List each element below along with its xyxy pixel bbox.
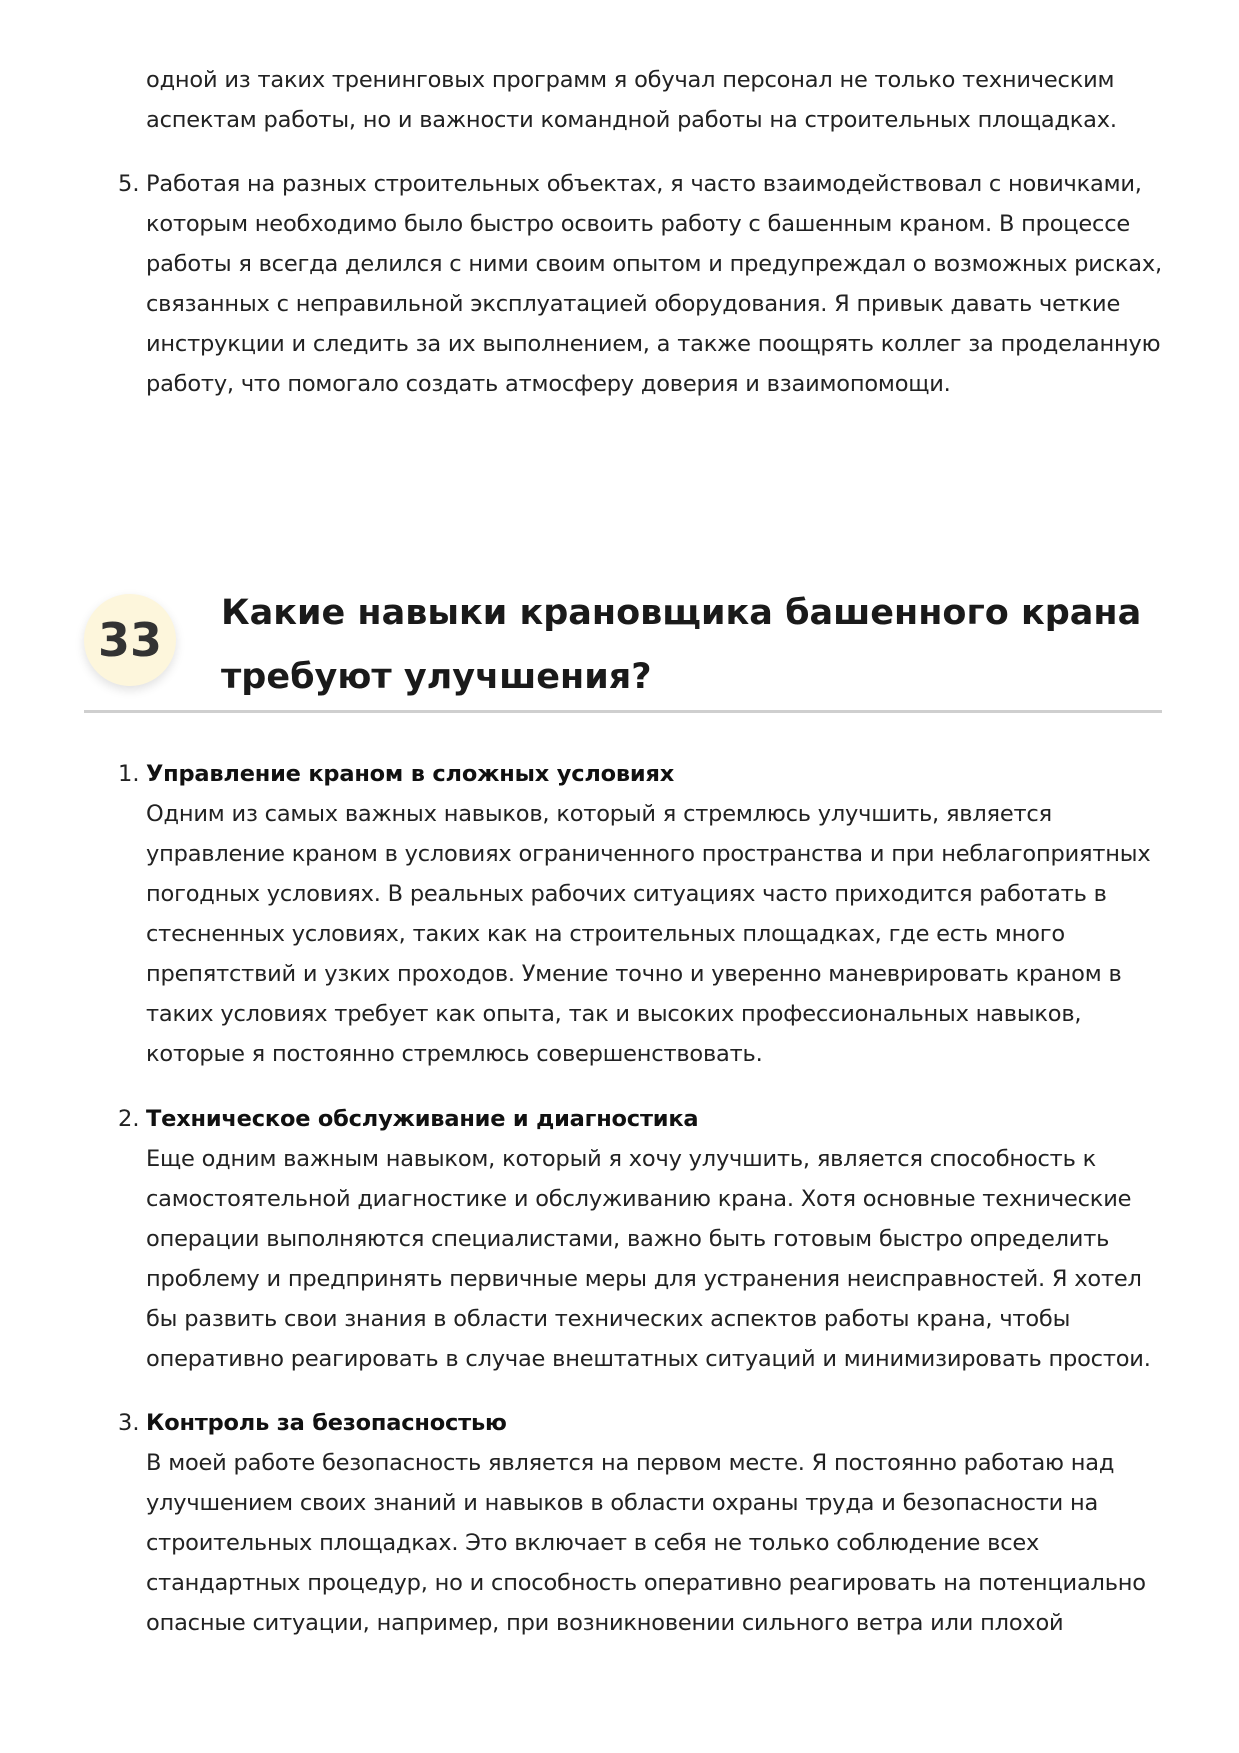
list-item-title: Управление краном в сложных условиях <box>146 761 675 787</box>
list-item-number: 5. <box>118 171 140 197</box>
list-item <box>146 1099 1176 1379</box>
continued-paragraph: одной из таких тренинговых программ я обучал персонал не только техническим аспектам работы, но и важности командной работы на строительных площадках. <box>146 67 1117 133</box>
list-item-title: Техническое обслуживание и диагностика <box>146 1106 699 1132</box>
list-item <box>146 754 1176 1074</box>
section-divider <box>84 710 1162 713</box>
question-number-badge: 33 <box>84 594 176 686</box>
list-item-text: Одним из самых важных навыков, который я стремлюсь улучшить, является управление краном в условиях ограниченного пространства и при неблагоприятных погодных условиях. В реальных рабочих ситуациях часто приходится работать в стесненных условиях, таких как на строительных площадках, где есть много препятствий и узких проходов. Умение точно и уверенно маневрировать краном в таких условиях требует как опыта, так и высоких профессиональных навыков, которые я постоянно стремлюсь совершенствовать. <box>146 801 1151 1067</box>
list-item-title: Контроль за безопасностью <box>146 1410 507 1436</box>
list-item-number: 2. <box>118 1106 140 1132</box>
list-item <box>146 1403 1176 1643</box>
list-item-number: 3. <box>118 1410 140 1436</box>
list-item-text: Еще одним важным навыком, который я хочу улучшить, является способность к самостоятельной диагностике и обслуживанию крана. Хотя основные технические операции выполняются специалистами, важно быть готовым быстро определить проблему и предпринять первичные меры для устранения неисправностей. Я хотел бы развить свои знания в области технических аспектов работы крана, чтобы оперативно реагировать в случае внештатных ситуаций и минимизировать простои. <box>146 1146 1151 1372</box>
list-item-number: 1. <box>118 761 140 787</box>
list-item-text: Работая на разных строительных объектах, я часто взаимодействовал с новичками, которым необходимо было быстро освоить работу с башенным краном. В процессе работы я всегда делился с ними своим опытом и предупреждал о возможных рисках, связанных с неправильной эксплуатацией оборудования. Я привык давать четкие инструкции и следить за их выполнением, а также поощрять коллег за проделанную работу, что помогало создать атмосферу доверия и взаимопомощи. <box>146 171 1162 397</box>
question-title: Какие навыки крановщика башенного крана требуют улучшения? <box>221 593 1142 697</box>
list-item-text: В моей работе безопасность является на первом месте. Я постоянно работаю над улучшением своих знаний и навыков в области охраны труда и безопасности на строительных площадках. Это включает в себя не только соблюдение всех стандартных процедур, но и способность оперативно реагировать на потенциально опасные ситуации, например, при возникновении сильного ветра или плохой <box>146 1450 1146 1636</box>
